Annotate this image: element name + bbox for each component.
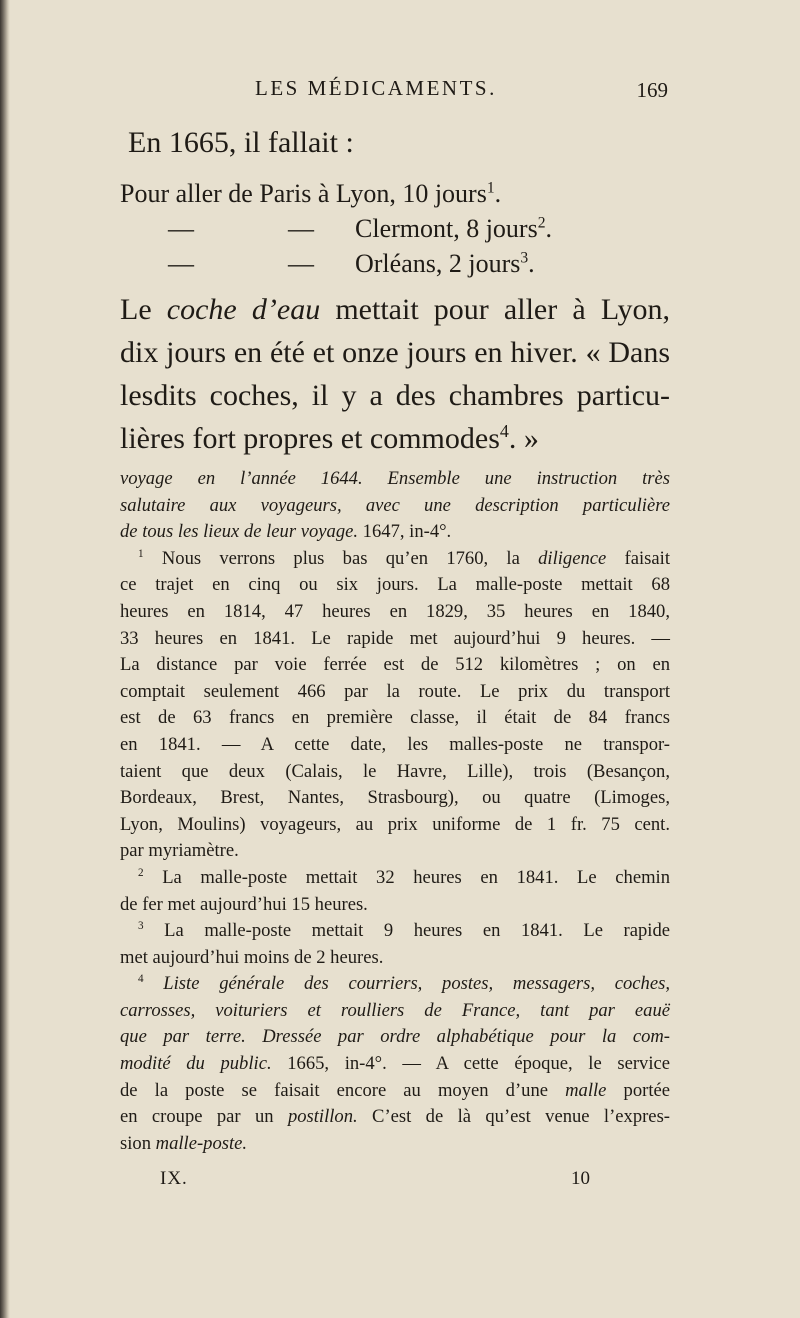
page-number: 169 [636, 78, 668, 102]
itinerary-prefix: Pour aller de Paris à [120, 179, 330, 208]
note-line [120, 1131, 670, 1158]
intro-line: En 1665, il fallait : [128, 126, 354, 159]
note-line: met aujourd’hui moins de 2 heures. [120, 946, 384, 968]
note-line: en 1841. — A cette date, les malles-poste ne transpor- [120, 733, 670, 755]
running-head [120, 76, 668, 106]
para-text: mettait pour aller à Lyon, [320, 293, 671, 326]
note-italic: de tous les lieux de leur voyage. [120, 521, 359, 543]
itinerary-row-lyon [120, 176, 580, 211]
note-line [120, 493, 670, 520]
para-line: dix jours en été et onze jours en hiver. « Dans [120, 336, 670, 369]
footnote-number: 2 [138, 866, 144, 879]
note-text: faisait [606, 547, 670, 569]
footnote-number: 1 [138, 547, 144, 560]
note-text: 1647, in-4°. [358, 521, 452, 543]
note-line [120, 519, 670, 546]
footnote-carry-over [120, 466, 670, 546]
footnote-ref: 1 [486, 179, 495, 197]
itinerary-end: . [545, 214, 553, 243]
main-paragraph [120, 288, 670, 460]
note-italic: diligence [538, 547, 607, 569]
note-text: portée [606, 1079, 670, 1101]
note-line [120, 918, 670, 945]
note-line [120, 1078, 670, 1105]
footnote-1 [120, 546, 670, 865]
note-line: comptait seulement 466 par la route. Le prix du transport [120, 680, 670, 702]
footnotes [120, 466, 670, 1157]
note-italic: salutaire aux voyageurs, avec une description particulière [120, 494, 670, 516]
para-text: Le [120, 293, 167, 326]
note-line [120, 865, 670, 892]
note-line: Bordeaux, Brest, Nantes, Strasbourg), ou quatre (Limoges, [120, 787, 670, 809]
note-italic: Liste générale des courriers, postes, messagers, coches, [143, 973, 670, 995]
para-line [120, 288, 670, 331]
footnote-ref: 2 [537, 214, 546, 232]
itinerary-end: . [528, 249, 535, 278]
note-text: sion [120, 1132, 156, 1154]
para-text: . » [508, 422, 539, 455]
note-line: 33 heures en 1841. Le rapide met aujourd’hui 9 heures. — [120, 627, 670, 649]
para-line: lesdits coches, il y a des chambres particu- [120, 379, 670, 412]
note-line: de fer met aujourd’hui 15 heures. [120, 893, 368, 915]
signature-number: 10 [571, 1168, 590, 1189]
note-line: Lyon, Moulins) voyageurs, au prix uniforme de 1 fr. 75 cent. [120, 813, 670, 835]
ditto-dash: — [288, 214, 314, 243]
note-italic: que par terre. Dressée par ordre alphabétique pour la com- [120, 1026, 670, 1048]
note-text: 1665, in-4°. — A cette époque, le service [271, 1053, 670, 1075]
note-line [120, 1104, 670, 1131]
note-line: taient que deux (Calais, le Havre, Lille), trois (Besançon, [120, 760, 670, 782]
ditto-dash: — [168, 214, 194, 243]
note-line [120, 998, 670, 1025]
note-line: ce trajet en cinq ou six jours. La malle-poste mettait 68 [120, 574, 670, 596]
note-line [120, 1051, 670, 1078]
note-line: heures en 1814, 47 heures en 1829, 35 heures en 1840, [120, 600, 670, 622]
note-line [120, 546, 670, 573]
footnote-number: 4 [138, 973, 144, 986]
itinerary-destination: Clermont, 8 jours [355, 214, 538, 243]
ditto-dash: — [168, 249, 194, 278]
note-line: par myriamètre. [120, 840, 239, 862]
page-edge [0, 0, 10, 1318]
footnote-3 [120, 918, 670, 971]
ditto-dash: — [288, 249, 314, 278]
note-line [120, 1024, 670, 1051]
note-italic: malle [565, 1079, 607, 1101]
footnote-ref: 3 [520, 249, 529, 267]
note-text: C’est de là qu’est venue l’expres- [357, 1106, 670, 1128]
footnote-number: 3 [138, 919, 144, 932]
note-text: en croupe par un [120, 1106, 288, 1128]
footnote-4 [120, 971, 670, 1157]
para-line [120, 417, 670, 460]
note-text: Nous verrons plus bas qu’en 1760, la [143, 547, 539, 569]
note-line [120, 971, 670, 998]
itinerary [120, 176, 580, 281]
note-italic: modité du public. [120, 1053, 272, 1075]
itinerary-destination: Lyon, 10 jours [335, 179, 487, 208]
itinerary-row-clermont [120, 211, 580, 246]
note-italic: voyage en l’année 1644. Ensemble une instruction très [120, 468, 670, 489]
note-line: La distance par voie ferrée est de 512 kilomètres ; on en [120, 654, 670, 676]
note-text: La malle-poste mettait 32 heures en 1841. Le chemin [143, 866, 670, 888]
note-italic: postillon. [287, 1106, 358, 1128]
itinerary-end: . [494, 179, 502, 208]
itinerary-row-orleans [120, 246, 580, 281]
itinerary-destination: Orléans, 2 jours [355, 249, 521, 278]
para-text: lières fort propres et commodes [120, 422, 500, 455]
signature-mark: IX. [160, 1168, 188, 1189]
signature-line [160, 1168, 590, 1194]
footnote-ref: 4 [499, 421, 509, 441]
footnote-2 [120, 865, 670, 918]
note-italic: carrosses, voituriers et roulliers de France, tant par eauë [120, 999, 670, 1021]
running-title: LES MÉDICAMENTS. [255, 76, 497, 100]
para-italic: coche d’eau [166, 293, 321, 326]
note-text: La malle-poste mettait 9 heures en 1841. Le rapide [143, 920, 670, 942]
note-italic: malle-poste. [155, 1132, 248, 1154]
note-line: est de 63 francs en première classe, il était de 84 francs [120, 707, 670, 729]
note-line [120, 466, 670, 493]
note-text: de la poste se faisait encore au moyen d’une [120, 1079, 566, 1101]
